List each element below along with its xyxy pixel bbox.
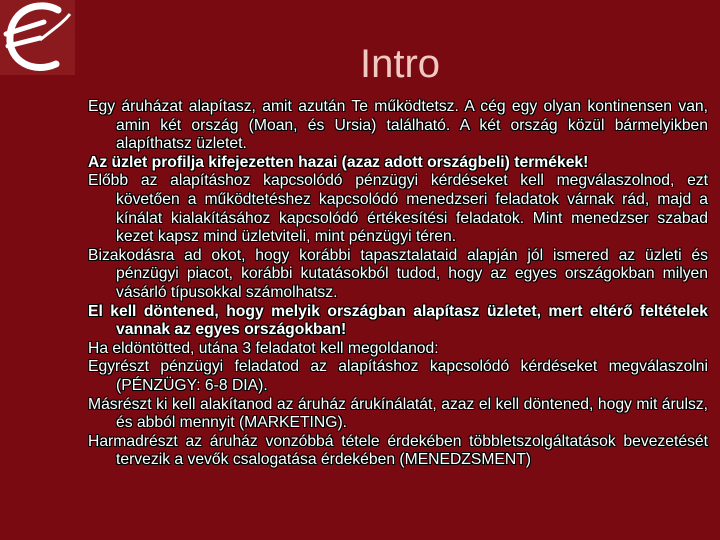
paragraph-4: Bizakodásra ad okot, hogy korábbi tapasztalataid alapján jól ismered az üzleti és pénzügyi piacot, korábbi kutatásokból tudod, hogy az egyes országokban milyen vásárló típusokkal számolhatsz. (88, 246, 708, 301)
paragraph-8: Másrészt ki kell alakítanod az áruház árukínálatát, azaz el kell döntened, hogy mit árulsz, és abból mennyit (MARKETING). (88, 395, 708, 432)
paragraph-1: Egy áruházat alapítasz, amit azután Te működtetsz. A cég egy olyan kontinensen van, amin két ország (Moan, és Ursia) található. A két ország közül bármelyikben alapíthatsz üzletet. (88, 98, 708, 153)
paragraph-5: El kell döntened, hogy melyik országban alapítasz üzletet, mert eltérő feltételek vannak az egyes országokban! (88, 302, 708, 339)
paragraph-6: Ha eldöntötted, utána 3 feladatot kell megoldanod: (88, 339, 439, 357)
slide-title: Intro (359, 42, 441, 86)
paragraph-7: Egyrészt pénzügyi feladatod az alapításhoz kapcsolódó kérdéseket megválaszolni (PÉNZÜGY: 6-8 DIA). (88, 358, 708, 394)
paragraph-9: Harmadrészt az áruház vonzóbbá tétele érdekében többletszolgáltatások bevezetését tervezik a vevők csalogatása érdekében (MENEDZSMENT) (88, 432, 708, 469)
slide-body (88, 98, 708, 470)
paragraph-2: Az üzlet profilja kifejezetten hazai (azaz adott országbeli) termékek! (88, 153, 589, 171)
paragraph-3: Előbb az alapításhoz kapcsolódó pénzügyi kérdéseket kell megválaszolnod, ezt követően a működtetéshez kapcsolódó menedzseri feladatok várnak rád, majd a kínálat kialakításához kapcsolódó értékesítési feladatok. Mint menedzser szabad kezet kapsz mind üzletviteli, mint pénzügyi téren. (88, 172, 708, 246)
